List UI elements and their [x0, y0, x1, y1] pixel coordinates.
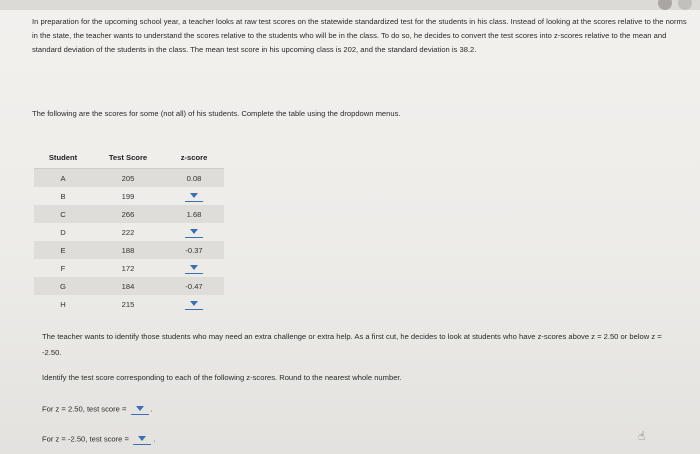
z-cell: 0.08: [164, 169, 224, 188]
z-cell: -0.37: [164, 241, 224, 259]
z-score-dropdown-d[interactable]: [185, 227, 203, 238]
close-icon[interactable]: [678, 0, 692, 10]
table-row: [34, 187, 224, 205]
score-cell: 222: [121, 227, 135, 237]
task-text: Identify the test score corresponding to each of the following z-scores. Round to the nearest whole number.: [42, 373, 402, 382]
table-row: [34, 295, 224, 313]
student-cell: H: [60, 299, 66, 309]
scores-table: [34, 149, 224, 313]
score-cell: 188: [92, 241, 164, 259]
header-test-score: Test Score: [92, 149, 164, 169]
z-score-dropdown-f[interactable]: [185, 263, 203, 274]
student-cell: E: [34, 241, 92, 259]
menu-icon[interactable]: [658, 0, 672, 10]
z-cell: [164, 187, 224, 205]
score-cell: 266: [92, 205, 164, 223]
z-cell: -0.47: [164, 277, 224, 295]
table-instruction: The following are the scores for some (not all) of his students. Complete the table using the dropdown menus.: [32, 109, 401, 118]
answer-label-positive: For z = 2.50, test score =: [42, 404, 127, 414]
followup-text: The teacher wants to identify those students who may need an extra challenge or extra help. As a first cut, he decides to look at students who have z-scores above z = 2.50 or below z = -2.50.: [42, 332, 662, 357]
test-score-dropdown-negative[interactable]: [133, 434, 151, 445]
score-cell: 205: [92, 169, 164, 188]
z-cell: [164, 223, 224, 241]
table-row: [34, 259, 224, 277]
period-mark: .: [151, 434, 156, 444]
score-cell: 184: [92, 277, 164, 295]
student-cell: A: [34, 169, 92, 188]
table-row: [34, 277, 224, 295]
top-bar: [0, 0, 700, 10]
student-cell: F: [60, 263, 66, 273]
student-cell: D: [60, 227, 66, 237]
z-score-dropdown-b[interactable]: [185, 191, 203, 202]
table-row: [34, 223, 224, 241]
problem-intro: In preparation for the upcoming school year, a teacher looks at raw test scores on the statewide standardized test for the students in his class. Instead of looking at the scores relative to the norms in the state, the teacher wants to understand the scores relative to the students who will be in the class. To do so, he decides to convert the test scores into z-scores relative to the mean and standard deviation of the students in the class. The mean test score in his upcoming class is 202, and the standard deviation is 38.2.: [32, 17, 687, 54]
answer-row-positive: [42, 404, 153, 415]
table-row: [34, 169, 224, 188]
score-cell: 215: [121, 299, 135, 309]
table-header-row: [34, 149, 224, 169]
score-cell: 199: [121, 191, 135, 201]
period-mark: .: [148, 404, 153, 414]
pointer-hand-icon: ☝: [638, 429, 646, 443]
test-score-dropdown-positive[interactable]: [131, 404, 149, 415]
z-cell: 1.68: [164, 205, 224, 223]
table-row: [34, 205, 224, 223]
student-cell: G: [34, 277, 92, 295]
score-cell: 172: [121, 263, 135, 273]
header-z-score: z-score: [164, 149, 224, 169]
student-cell: C: [34, 205, 92, 223]
header-student: Student: [34, 149, 92, 169]
z-score-dropdown-h[interactable]: [185, 299, 203, 310]
answer-label-negative: For z = -2.50, test score =: [42, 434, 129, 444]
table-row: [34, 241, 224, 259]
answer-row-negative: [42, 434, 155, 445]
z-cell: [164, 259, 224, 277]
student-cell: B: [60, 191, 66, 201]
z-cell: [164, 295, 224, 313]
